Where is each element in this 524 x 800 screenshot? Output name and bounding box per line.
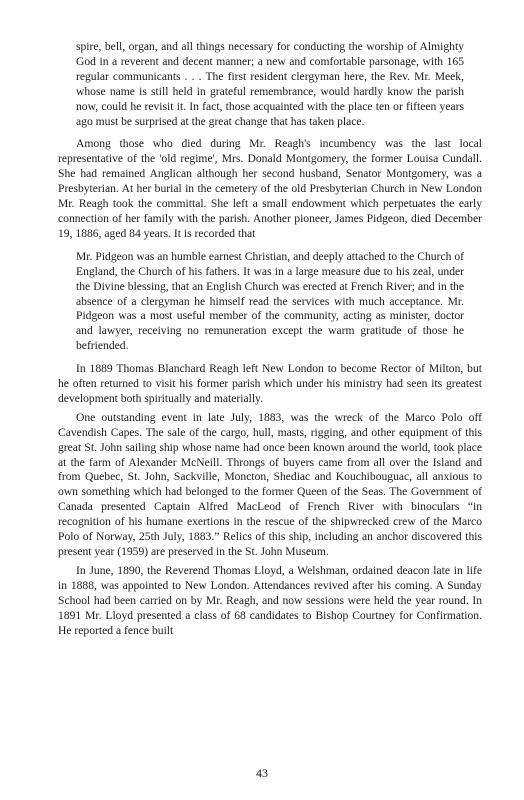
page-number: 43 [256,766,268,780]
quotation-pidgeon-tribute: Mr. Pidgeon was an humble earnest Christian, and deeply attached to the Church of England, the Church of his fathers. It was in a large measure due to his zeal, under the Divine blessing, that an English Church was erected at French River; and in the absence of a clergyman he himself read the services with much acceptance. Mr. Pidgeon was a most useful member of the community, acting as minister, doctor and lawyer, receiving no remuneration except the warm gratitude of those he befriended. [76,249,464,353]
quotation-parish-description: spire, bell, organ, and all things necessary for conducting the worship of Almighty God in a reverent and decent manner; a new and comfortable parsonage, with 165 regular communicants . . . The first resident clergyman here, the Rev. Mr. Meek, whose name is still held in grateful remembrance, would hardly know the parish now, could he revisit it. In fact, those acquainted with the place ten or fifteen years ago must be surprised at the great change that has taken place. [76,40,464,128]
paragraph-montgomery-pidgeon: Among those who died during Mr. Reagh's incumbency was the last local representative of the 'old regime', Mrs. Donald Montgomery, the former Louisa Cundall. She had remained Anglican although her second husband, Senator Montgomery, was a Presbyterian. At her burial in the cemetery of the old Presbyterian Church in New London Mr. Reagh took the committal. She left a small endowment which perpetuates the early connection of her family with the parish. Another pioneer, James Pidgeon, died December 19, 1886, aged 84 years. It is recorded that [58,137,482,240]
paragraph-marco-polo-wreck: One outstanding event in late July, 1883, was the wreck of the Marco Polo off Cavendish Capes. The sale of the cargo, hull, masts, rigging, and other equipment of this great St. John sailing ship whose name had once been known around the world, took place at the farm of Alexander McNeill. Throngs of buyers came from all over the Island and from Quebec, St. John, Sackville, Moncton, Shediac and Kouchibouguac, all anxious to own something which had belonged to the former Queen of the Seas. The Government of Canada presented Captain Alfred MacLeod of French River with binoculars “in recognition of his humane exertions in the rescue of the shipwrecked crew of the Marco Polo of Norway, 25th July, 1883.” Relics of this ship, including an anchor discovered this present year (1959) are preserved in the St. John Museum. [58,410,482,558]
paragraph-lloyd-appointment: In June, 1890, the Reverend Thomas Lloyd, a Welshman, ordained deacon late in life in 1888, was appointed to New London. Attendances revived after his coming. A Sunday School had been carried on by Mr. Reagh, and now sessions were held the year round. In 1891 Mr. Lloyd presented a class of 68 candidates to Bishop Courtney for Confirmation. He reported a fence built [58,563,482,637]
paragraph-reagh-departure: In 1889 Thomas Blanchard Reagh left New London to become Rector of Milton, but he often returned to visit his former parish which under his ministry had seen its greatest development both spiritually and materially. [58,362,482,405]
